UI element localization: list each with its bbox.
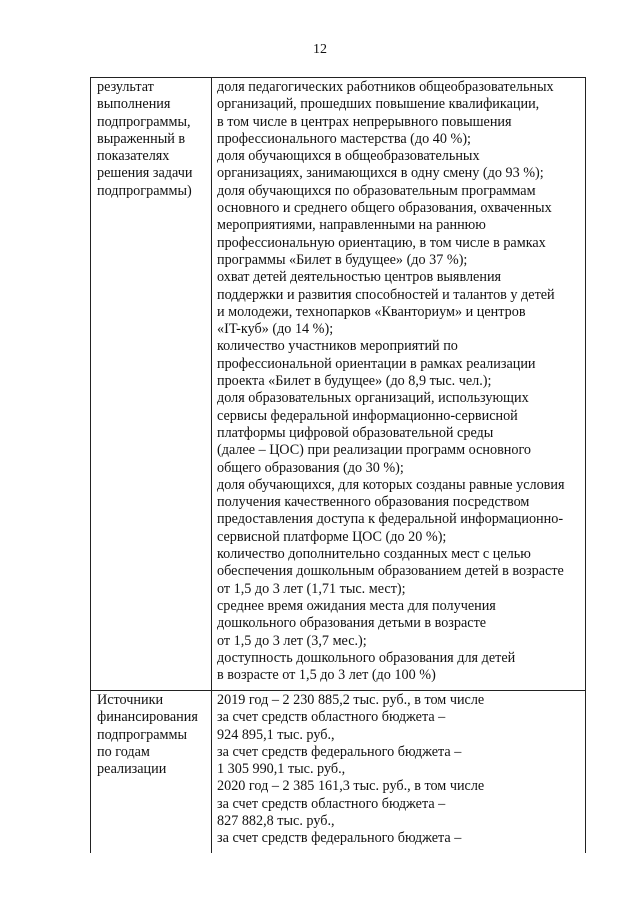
text-line: доступность дошкольного образования для детей <box>217 649 516 666</box>
text-line: организациях, занимающихся в одну смену (до 93 %); <box>217 165 544 182</box>
text-line: 924 895,1 тыс. руб., <box>217 726 335 743</box>
text-line: профессиональную ориентацию, в том числе в рамках <box>217 234 546 251</box>
text-line: предоставления доступа к федеральной информационно- <box>217 511 564 528</box>
text-line: проекта «Билет в будущее» (до 8,9 тыс. чел.); <box>217 373 492 390</box>
text-line: поддержки и развития способностей и талантов у детей <box>217 286 555 303</box>
text-line: и молодежи, технопарков «Кванториум» и центров <box>217 303 526 320</box>
text-line: 2020 год – 2 385 161,3 тыс. руб., в том числе <box>217 778 485 795</box>
text-line: доля образовательных организаций, использующих <box>217 390 529 407</box>
text-line: результат <box>97 79 154 95</box>
text-line: Источники <box>97 692 164 708</box>
text-line: получения качественного образования посредством <box>217 494 530 511</box>
text-line: профессиональной ориентации в рамках реализации <box>217 355 536 372</box>
text-line: подпрограммы, <box>97 113 191 130</box>
text-line: решения задачи <box>97 165 193 182</box>
text-line: за счет средств областного бюджета – <box>217 709 446 726</box>
text-line: сервисы федеральной информационно-сервисной <box>217 407 518 424</box>
text-line: программы «Билет в будущее» (до 37 %); <box>217 251 468 268</box>
text-line: «IT-куб» (до 14 %); <box>217 321 334 338</box>
text-line: подпрограммы <box>97 726 187 743</box>
text-line: показателях <box>97 148 170 165</box>
text-line: от 1,5 до 3 лет (3,7 мес.); <box>217 632 367 649</box>
text-line: основного и среднего общего образования, охваченных <box>217 200 552 217</box>
text-line: выраженный в <box>97 130 186 147</box>
text-line: количество участников мероприятий по <box>217 338 458 355</box>
text-line: платформы цифровой образовательной среды <box>217 424 494 441</box>
text-line: реализации <box>97 761 167 778</box>
text-line: количество дополнительно созданных мест с целью <box>217 546 531 563</box>
text-line: (далее – ЦОС) при реализации программ основного <box>217 442 532 459</box>
text-line: 2019 год – 2 230 885,2 тыс. руб., в том числе <box>217 692 485 708</box>
text-line: доля обучающихся, для которых созданы равные условия <box>217 476 565 493</box>
subprogram-passport-table <box>90 77 586 853</box>
text-line: организаций, прошедших повышение квалификации, <box>217 96 540 113</box>
text-line: обеспечения дошкольным образованием детей в возрасте <box>217 563 564 580</box>
text-line: доля педагогических работников общеобразовательных <box>217 79 554 95</box>
row-content-funding <box>212 691 586 854</box>
row-content-results <box>212 78 586 691</box>
text-line: подпрограммы) <box>97 182 192 199</box>
row-label-funding <box>91 691 212 854</box>
text-line: дошкольного образования детьми в возрасте <box>217 615 487 632</box>
text-line: за счет средств федерального бюджета – <box>217 830 462 847</box>
text-line: доля обучающихся по образовательным программам <box>217 182 536 199</box>
table-row-funding <box>91 691 586 854</box>
text-line: мероприятиями, направленными на раннюю <box>217 217 486 234</box>
text-line: по годам <box>97 743 150 760</box>
text-line: выполнения <box>97 96 171 113</box>
text-line: доля обучающихся в общеобразовательных <box>217 148 480 165</box>
text-line: от 1,5 до 3 лет (1,71 тыс. мест); <box>217 580 406 597</box>
text-line: финансирования <box>97 709 198 726</box>
text-line: за счет средств федерального бюджета – <box>217 743 462 760</box>
page-number: 12 <box>313 42 327 57</box>
text-line: среднее время ожидания места для получения <box>217 597 496 614</box>
text-line: профессионального мастерства (до 40 %); <box>217 130 471 147</box>
text-line: 1 305 990,1 тыс. руб., <box>217 761 346 778</box>
text-line: охват детей деятельностью центров выявления <box>217 269 502 286</box>
text-line: сервисной платформе ЦОС (до 20 %); <box>217 528 447 545</box>
text-line: 827 882,8 тыс. руб., <box>217 813 335 830</box>
row-label-results <box>91 78 212 691</box>
text-line: за счет средств областного бюджета – <box>217 795 446 812</box>
text-line: общего образования (до 30 %); <box>217 459 404 476</box>
table-row-results <box>91 78 586 691</box>
text-line: в возрасте от 1,5 до 3 лет (до 100 %) <box>217 667 436 684</box>
text-line: в том числе в центрах непрерывного повышения <box>217 113 512 130</box>
